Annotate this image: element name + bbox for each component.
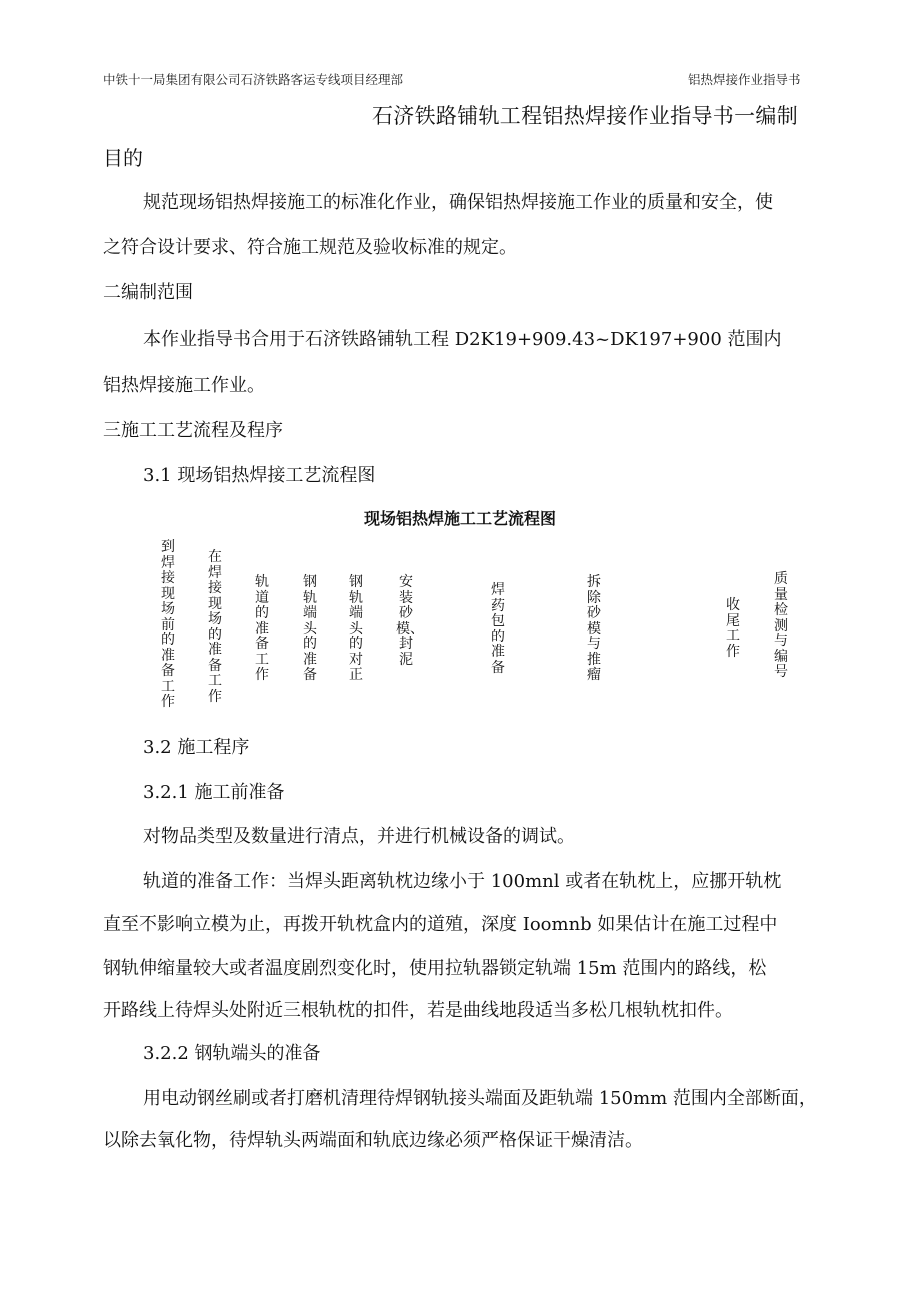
purpose-paragraph-line-1: 规范现场铝热焊接施工的标准化作业，确保铝热焊接施工作业的质量和安全，使 bbox=[143, 192, 773, 213]
flowchart-step: 拆除砂模与推瘤 bbox=[587, 574, 601, 683]
flowchart-step: 质量检测与编号 bbox=[774, 571, 788, 680]
section-3-1-heading: 3.1 现场铝热焊接工艺流程图 bbox=[143, 465, 376, 486]
section-3-2-1-heading: 3.2.1 施工前准备 bbox=[143, 782, 285, 803]
track-prep-paragraph-line-3: 钢轨伸缩量较大或者温度剧烈变化时，使用拉轨器锁定轨端 15m 范围内的路线，松 bbox=[103, 958, 767, 979]
scope-paragraph-line-2: 铝热焊接施工作业。 bbox=[103, 375, 265, 396]
flowchart-step: 轨道的准备工作 bbox=[255, 574, 269, 683]
flowchart-step: 钢轨端头的准备 bbox=[303, 574, 317, 683]
flowchart-step: 在焊接现场的准备工作 bbox=[208, 549, 222, 705]
flowchart-title: 现场铝热焊施工工艺流程图 bbox=[363, 509, 556, 528]
document-title: 石济铁路铺轨工程铝热焊接作业指导书一编制 bbox=[372, 104, 798, 128]
section-3-2-heading: 3.2 施工程序 bbox=[143, 737, 250, 758]
rail-end-paragraph-line-2: 以除去氧化物，待焊轨头两端面和轨底边缘必须严格保证干燥清洁。 bbox=[103, 1130, 643, 1151]
track-prep-paragraph-line-4: 开路线上待焊头处附近三根轨枕的扣件，若是曲线地段适当多松几根轨枕扣件。 bbox=[103, 1000, 733, 1021]
page-header-right: 铝热焊接作业指导书 bbox=[688, 72, 801, 87]
flowchart-step: 钢轨端头的对正 bbox=[349, 574, 363, 683]
document-title-continued: 目的 bbox=[103, 146, 143, 170]
preparation-paragraph: 对物品类型及数量进行清点，并进行机械设备的调试。 bbox=[143, 826, 575, 847]
flowchart-step: 到焊接现场前的准备工作 bbox=[161, 539, 175, 710]
section-3-2-2-heading: 3.2.2 钢轨端头的准备 bbox=[143, 1043, 321, 1064]
flowchart-step: 安装砂模、封泥 bbox=[396, 574, 424, 668]
scope-paragraph-line-1: 本作业指导书合用于石济铁路铺轨工程 D2K19+909.43~DK197+900 范围内 bbox=[143, 329, 782, 350]
rail-end-paragraph-line-1: 用电动钢丝刷或者打磨机清理待焊钢轨接头端面及距轨端 150mm 范围内全部断面， bbox=[143, 1088, 817, 1109]
flowchart-step: 焊药包的准备 bbox=[491, 582, 505, 676]
track-prep-paragraph-line-2: 直至不影响立模为止，再拨开轨枕盒内的道殖，深度 Ioomnb 如果估计在施工过程中 bbox=[103, 914, 778, 935]
section-3-heading: 三施工工艺流程及程序 bbox=[103, 420, 283, 441]
flowchart-step: 收尾工作 bbox=[726, 597, 740, 660]
purpose-paragraph-line-2: 之符合设计要求、符合施工规范及验收标准的规定。 bbox=[103, 237, 517, 258]
page-header-left: 中铁十一局集团有限公司石济铁路客运专线项目经理部 bbox=[103, 72, 404, 87]
section-2-heading: 二编制范围 bbox=[103, 282, 193, 303]
track-prep-paragraph-line-1: 轨道的准备工作：当焊头距离轨枕边缘小于 100mnl 或者在轨枕上，应挪开轨枕 bbox=[143, 871, 782, 892]
